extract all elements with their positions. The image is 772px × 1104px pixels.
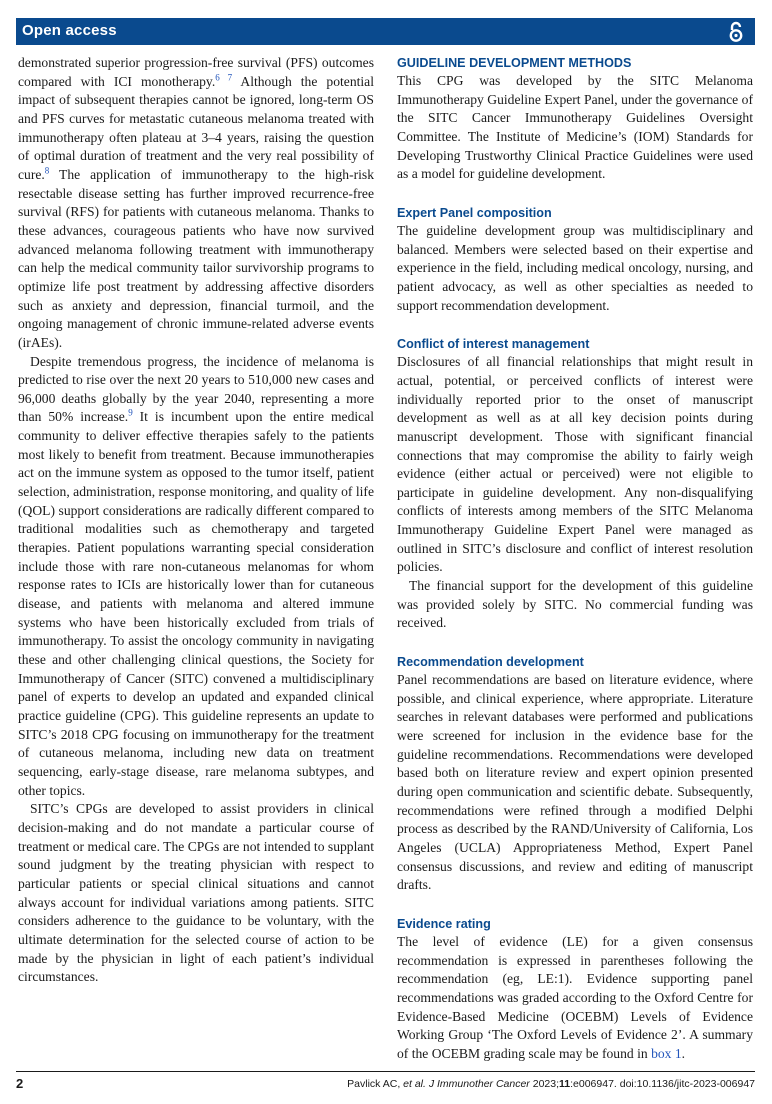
- paragraph: The guideline development group was multidisciplinary and balanced. Members were selected based on their expertise and experience in the field, including medical oncology, nursing, and patient advocacy, as well as other specialties as needed to support recommendation development.: [397, 222, 753, 313]
- reference-link[interactable]: 6 7: [215, 72, 233, 83]
- section-heading: Expert Panel composition: [397, 205, 552, 220]
- paragraph: The financial support for the development of this guideline was provided solely by SITC. No commercial funding was received.: [397, 578, 753, 631]
- reference-link[interactable]: 8: [44, 165, 50, 176]
- paragraph: The level of evidence (LE) for a given consensus recommendation is expressed in parentheses following the recommendation (eg, LE:1). Evidence supporting panel recommendations was graded according to the Oxford Centre for Evidence-Based Medicine (OCEBM) Levels of Evidence Working Group ‘The Oxford Levels of Evidence 2’. A summary of the OCEBM grading scale may be found in box 1.: [397, 933, 753, 1061]
- section-heading: Evidence rating: [397, 916, 491, 931]
- paragraph: demonstrated superior progression-free survival (PFS) outcomes compared with ICI monotherapy.$^{6 7}$ Although the potential impact of subsequent therapies cannot be ignored, long-term OS and PFS curves for metastatic cutaneous melanoma treated with immunotherapy often plateau at 3–4 years, raising the question of optimal duration of treatment and the very real possibility of cure.$^8$ The application of immunotherapy to the high-risk resectable disease setting has further improved recurrence-free survival (RFS) for patients with cutaneous melanoma. Thanks to these advances, courageous patients who have now survived advanced melanoma following treatment with immunotherapy can help the medical community tailor survivorship programs to optimize life post treatment by addressing affective disorders such as anxiety and depression, financial turmoil, and the ongoing management of chronic immune-related adverse events (irAEs).: [18, 55, 374, 350]
- footer-divider: [16, 1071, 755, 1072]
- paragraph: SITC’s CPGs are developed to assist providers in clinical decision-making and do not mandate a particular course of treatment or medical care. The CPGs are not intended to supplant sound judgment by the treating physician with respect to particular patients or special clinical situations and cannot always account for individual variations among patients. SITC considers adherence to the guidance to be voluntary, with the ultimate determination for the selected course of action to be made by the physician in light of each patient’s individual circumstances.: [18, 801, 374, 985]
- banner-title: Open access: [22, 22, 117, 39]
- right-column: [397, 54, 753, 1064]
- open-access-banner: [16, 18, 755, 45]
- section-heading: GUIDELINE DEVELOPMENT METHODS: [397, 56, 632, 70]
- paragraph: Panel recommendations are based on literature evidence, where possible, and clinical experience, where appropriate. Literature searches in relevant databases were performed and publications were screened for inclusion in the evidence base for the guideline recommendations. Recommendations were developed based both on literature review and expert opinion presented during open communication and scientific debate. Subsequently, recommendations were refined through a modified Delphi process as described by the RAND/University of California, Los Angeles (UCLA) Appropriateness Method, Expert Panel consensus discussions, and review and editing of manuscript drafts.: [397, 672, 753, 893]
- box-1-link[interactable]: box 1: [651, 1045, 682, 1061]
- page-number: 2: [16, 1076, 24, 1091]
- section-heading: Conflict of interest management: [397, 337, 590, 352]
- paragraph: Disclosures of all financial relationships that might result in actual, potential, or perceived conflicts of interest were individually reported prior to the onset of manuscript development as well as at all key decision points during manuscript development. Those with significant financial connections that may compromise the ability to fairly weigh evidence (either actual or perceived) were not eligible to participate in guideline development. Any non-disqualifying conflicts of interests among members of the SITC Melanoma Immunotherapy Guideline Expert Panel were managed as outlined in SITC’s disclosure and conflict of interest resolution policies.: [397, 354, 753, 575]
- citation: Pavlick AC, et al. J Immunother Cancer 2023;11:e006947. doi:10.1136/jitc-2023-006947: [347, 1078, 755, 1090]
- section-heading: Recommendation development: [397, 655, 584, 670]
- reference-link[interactable]: 9: [128, 407, 133, 418]
- paragraph: This CPG was developed by the SITC Melanoma Immunotherapy Guideline Expert Panel, under the governance of the SITC Cancer Immunotherapy Guidelines Oversight Committee. The Institute of Medicine’s (IOM) Standards for Developing Trustworthy Clinical Practice Guidelines were used as a model for guideline development.: [397, 73, 753, 182]
- left-column: [18, 54, 374, 987]
- paragraph: Despite tremendous progress, the incidence of melanoma is predicted to rise over the next 20 years to 510,000 new cases and 96,000 deaths globally by the year 2040, representing a more than 50% increase.$^9$ It is incumbent upon the entire medical community to deliver effective therapies safely to the patients most likely to benefit from treatment. Because immunotherapies act on the immune system as opposed to the tumor itself, patient selection, administration, response monitoring, and quality of life (QOL) support considerations are radically different compared to traditional modalities such as chemotherapy and targeted therapies. Patient populations warranting special consideration include those with rare non-cutaneous melanomas for whom response rates to ICIs are historically lower than for cutaneous disease, and patients with melanoma and altered immune systems who have been historically excluded from trials of immunotherapy. To assist the oncology community in navigating these and other challenging clinical questions, the Society for Immunotherapy of Cancer (SITC) convened a multidisciplinary panel of experts to develop an updated and expanded clinical practice guideline (CPG). This guideline represents an update to SITC’s 2018 CPG focusing on immunotherapy for the treatment of cutaneous melanoma, including new data on treatment sequencing, early-stage disease, rare melanoma subtypes, and other topics.: [18, 353, 374, 798]
- open-access-icon: [727, 21, 745, 43]
